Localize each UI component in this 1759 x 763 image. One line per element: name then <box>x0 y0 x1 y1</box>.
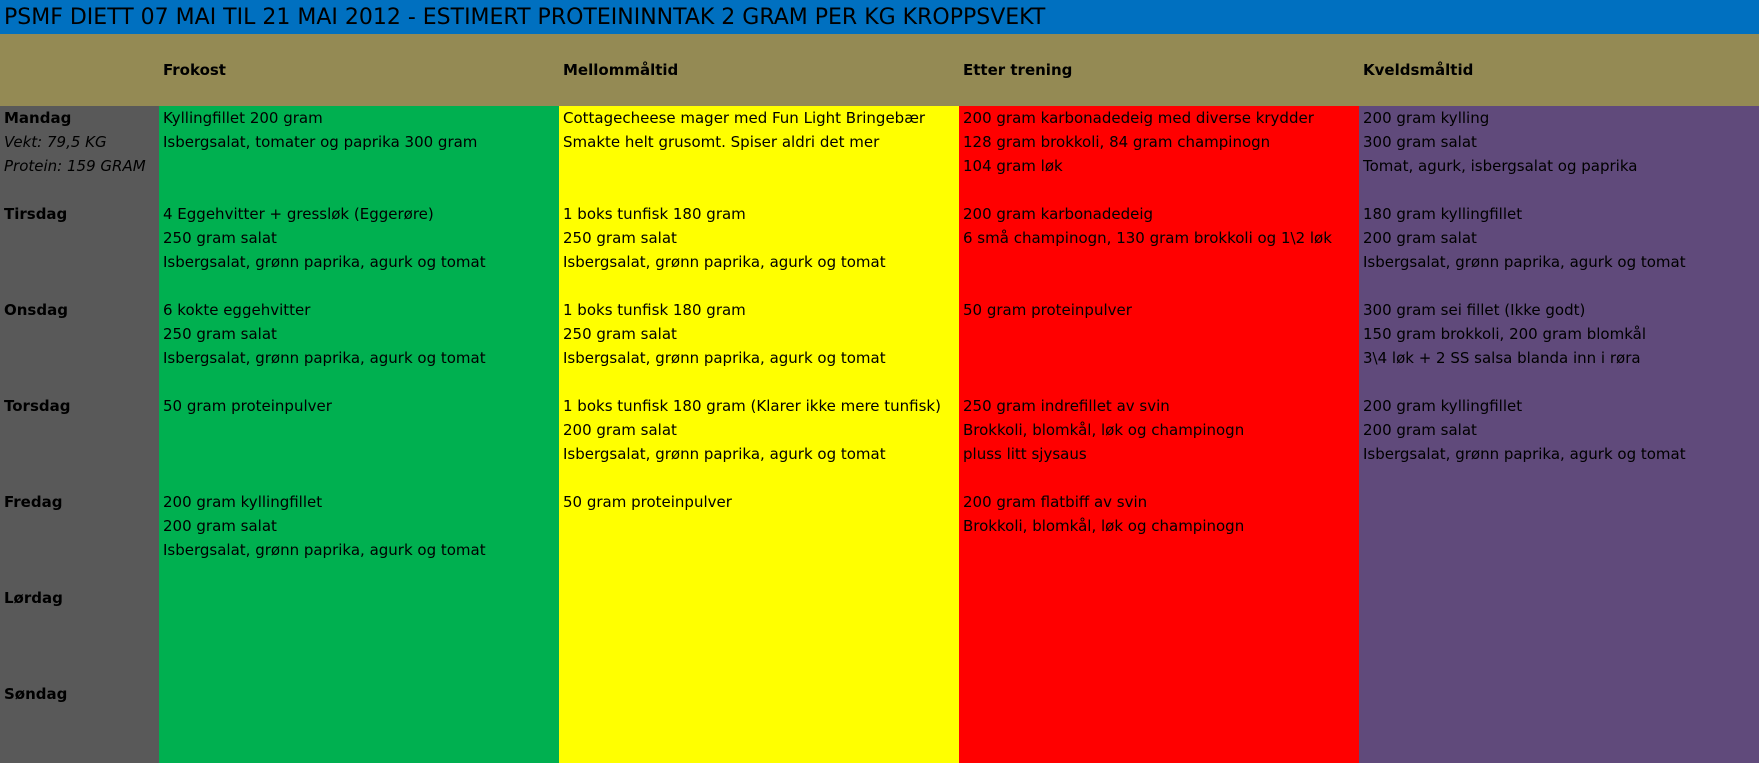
meal-line: 200 gram kylling <box>1363 109 1490 127</box>
header-etter-trening[interactable]: Etter trening <box>963 61 1073 79</box>
frokost-cell[interactable] <box>159 490 559 562</box>
meal-line: 200 gram flatbiff av svin <box>963 493 1148 511</box>
meal-line: Kyllingfillet 200 gram <box>163 109 323 127</box>
meal-line: Isbergsalat, grønn paprika, agurk og tomat <box>563 445 886 463</box>
day-name: Søndag <box>4 685 68 703</box>
frokost-cell[interactable] <box>159 202 559 274</box>
sheet-title: PSMF DIETT 07 MAI TIL 21 MAI 2012 - ESTIMERT PROTEININNTAK 2 GRAM PER KG KROPPSVEKT <box>0 0 1759 34</box>
meal-line: Isbergsalat, grønn paprika, agurk og tomat <box>563 253 886 271</box>
day-column <box>0 106 159 763</box>
day-name: Lørdag <box>4 589 63 607</box>
meal-line: 50 gram proteinpulver <box>563 493 732 511</box>
meal-line: 180 gram kyllingfillet <box>1363 205 1523 223</box>
meal-line: Brokkoli, blomkål, løk og champinogn <box>963 421 1245 439</box>
day-name: Fredag <box>4 493 63 511</box>
meal-line: Isbergsalat, grønn paprika, agurk og tomat <box>163 349 486 367</box>
mellommaltid-cell[interactable] <box>559 298 959 370</box>
meal-line: 250 gram salat <box>563 325 677 343</box>
meal-line: 200 gram salat <box>163 517 277 535</box>
kveldsmaltid-column <box>1359 106 1759 763</box>
mellommaltid-cell[interactable] <box>559 106 959 154</box>
kveldsmaltid-cell[interactable] <box>1359 202 1759 274</box>
meal-line: Isbergsalat, tomater og paprika 300 gram <box>163 133 478 151</box>
meal-line: Isbergsalat, grønn paprika, agurk og tomat <box>1363 445 1686 463</box>
meal-line: 1 boks tunfisk 180 gram (Klarer ikke mere tunfisk) <box>563 397 941 415</box>
meal-line: 250 gram salat <box>563 229 677 247</box>
meal-line: 300 gram salat <box>1363 133 1477 151</box>
meal-line: 6 kokte eggehvitter <box>163 301 311 319</box>
kveldsmaltid-cell[interactable] <box>1359 106 1759 178</box>
mellommaltid-column <box>559 106 959 763</box>
meal-line: 300 gram sei fillet (Ikke godt) <box>1363 301 1586 319</box>
meal-line: 4 Eggehvitter + gressløk (Eggerøre) <box>163 205 434 223</box>
day-cell[interactable] <box>0 490 159 514</box>
day-name: Onsdag <box>4 301 68 319</box>
kveldsmaltid-cell[interactable] <box>1359 394 1759 466</box>
meal-line: 104 gram løk <box>963 157 1063 175</box>
day-cell[interactable] <box>0 586 159 610</box>
meal-line: 6 små champinogn, 130 gram brokkoli og 1\2 løk <box>963 229 1332 247</box>
frokost-cell[interactable] <box>159 298 559 370</box>
meal-line: 200 gram salat <box>563 421 677 439</box>
etter-trening-cell[interactable] <box>959 490 1359 538</box>
meal-line: 250 gram salat <box>163 229 277 247</box>
day-name: Tirsdag <box>4 205 68 223</box>
day-cell[interactable] <box>0 682 159 706</box>
day-name: Torsdag <box>4 397 71 415</box>
header-row <box>0 34 1759 106</box>
etter-trening-cell[interactable] <box>959 106 1359 178</box>
mellommaltid-cell[interactable] <box>559 394 959 466</box>
day-info-line: Protein: 159 GRAM <box>4 157 146 175</box>
meal-line: pluss litt sjysaus <box>963 445 1087 463</box>
day-cell[interactable] <box>0 394 159 418</box>
day-cell[interactable] <box>0 202 159 226</box>
meal-line: Isbergsalat, grønn paprika, agurk og tomat <box>163 253 486 271</box>
meal-line: 50 gram proteinpulver <box>963 301 1132 319</box>
meal-line: 200 gram kyllingfillet <box>1363 397 1523 415</box>
meal-line: 250 gram salat <box>163 325 277 343</box>
meal-line: 200 gram karbonadedeig <box>963 205 1154 223</box>
meal-line: Cottagecheese mager med Fun Light Bringebær <box>563 109 926 127</box>
meal-line: 128 gram brokkoli, 84 gram champinogn <box>963 133 1271 151</box>
meal-line: 1 boks tunfisk 180 gram <box>563 205 746 223</box>
meal-line: Tomat, agurk, isbergsalat og paprika <box>1363 157 1638 175</box>
meal-line: 50 gram proteinpulver <box>163 397 332 415</box>
day-info-line: Vekt: 79,5 KG <box>4 133 107 151</box>
header-kveldsmaltid[interactable]: Kveldsmåltid <box>1363 61 1474 79</box>
meal-line: 200 gram salat <box>1363 229 1477 247</box>
meal-line: 250 gram indrefillet av svin <box>963 397 1170 415</box>
meal-line: Isbergsalat, grønn paprika, agurk og tomat <box>1363 253 1686 271</box>
meal-line: Brokkoli, blomkål, løk og champinogn <box>963 517 1245 535</box>
etter-trening-cell[interactable] <box>959 394 1359 466</box>
meal-line: Smakte helt grusomt. Spiser aldri det mer <box>563 133 880 151</box>
etter-trening-cell[interactable] <box>959 202 1359 250</box>
meal-line: Isbergsalat, grønn paprika, agurk og tomat <box>563 349 886 367</box>
meal-line: 200 gram kyllingfillet <box>163 493 323 511</box>
frokost-column <box>159 106 559 763</box>
kveldsmaltid-cell[interactable] <box>1359 298 1759 370</box>
meal-line: 150 gram brokkoli, 200 gram blomkål <box>1363 325 1647 343</box>
header-mellommaltid[interactable]: Mellommåltid <box>563 61 679 79</box>
day-cell[interactable] <box>0 106 159 178</box>
day-cell[interactable] <box>0 298 159 322</box>
meal-line: 200 gram salat <box>1363 421 1477 439</box>
meal-line: 3\4 løk + 2 SS salsa blanda inn i røra <box>1363 349 1641 367</box>
mellommaltid-cell[interactable] <box>559 202 959 274</box>
meal-line: Isbergsalat, grønn paprika, agurk og tomat <box>163 541 486 559</box>
etter-trening-cell[interactable] <box>959 298 1359 322</box>
meal-line: 200 gram karbonadedeig med diverse krydder <box>963 109 1314 127</box>
etter-trening-column <box>959 106 1359 763</box>
mellommaltid-cell[interactable] <box>559 490 959 514</box>
frokost-cell[interactable] <box>159 106 559 154</box>
header-frokost[interactable]: Frokost <box>163 61 226 79</box>
day-name: Mandag <box>4 109 72 127</box>
meal-line: 1 boks tunfisk 180 gram <box>563 301 746 319</box>
frokost-cell[interactable] <box>159 394 559 418</box>
